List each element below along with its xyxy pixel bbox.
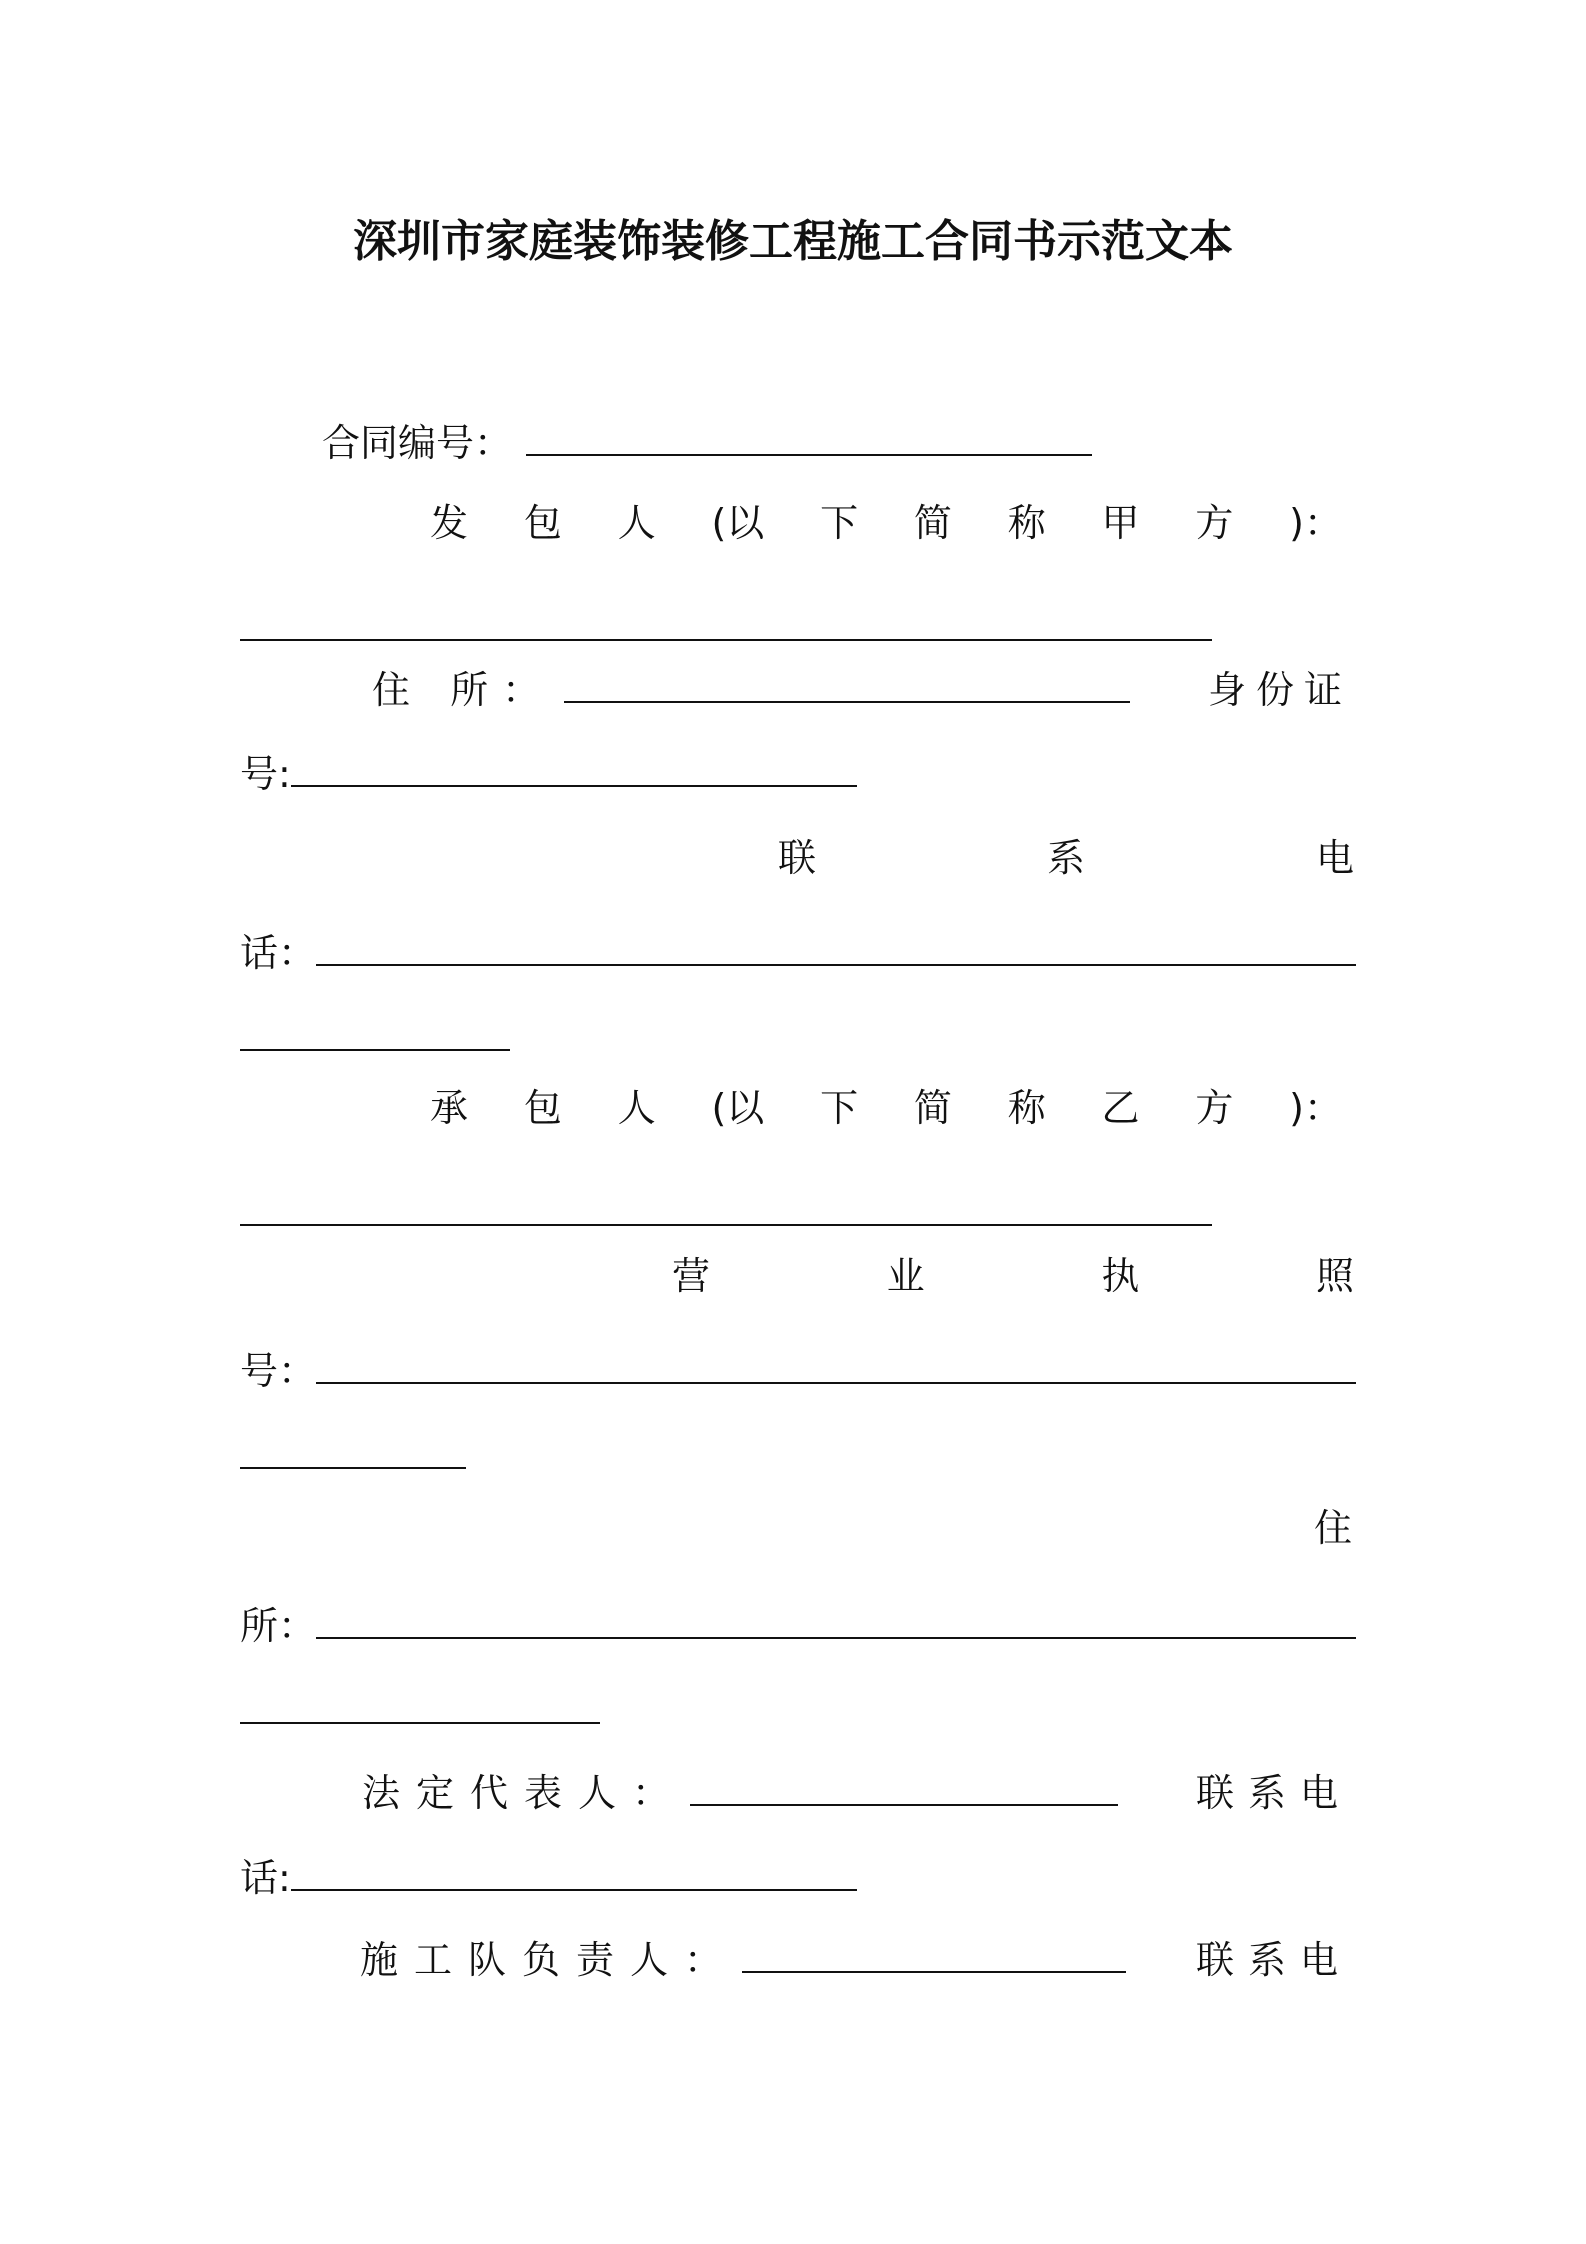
legal-rep-blank[interactable] [690,1768,1118,1806]
party-a-heading-char: 简 [913,501,952,545]
party-b-heading-char: 方 [1195,1086,1234,1130]
party-b-heading-char: 承 [430,1086,469,1130]
party-a-phone-blank[interactable] [316,928,1356,966]
party-a-address-line [240,662,1352,718]
party-b-license-line-2 [240,1428,1352,1484]
party-b-address-blank[interactable] [316,1601,1356,1639]
legal-rep-phone-label-cont: 话: [240,1856,291,1900]
contract-number-blank[interactable] [526,418,1092,456]
page-title: 深圳市家庭装饰装修工程施工合同书示范文本 [353,216,1233,267]
party-a-id-blank[interactable] [291,749,857,787]
party-a-heading-char: (以 [711,501,765,545]
party-b-address-label: 住 [1313,1506,1352,1550]
party-a-phone-heading [778,830,1354,886]
party-a-id-label-cont: 号: [240,752,291,796]
party-b-address-blank-2[interactable] [240,1686,600,1724]
party-b-address-line-2 [240,1683,1352,1739]
legal-rep-phone-blank[interactable] [291,1853,857,1891]
party-a-address-blank[interactable] [564,665,1130,703]
party-b-heading-char: 人 [617,1086,656,1130]
party-b-license-char: 营 [672,1254,711,1298]
party-b-license-blank-2[interactable] [240,1431,466,1469]
party-a-heading-char: 称 [1007,501,1046,545]
party-b-name-line [240,1185,1352,1241]
party-a-heading-char: )： [1289,501,1342,545]
party-b-address-label-cont: 所： [240,1604,317,1648]
party-b-heading-char: 称 [1007,1086,1046,1130]
party-a-phone-blank-2[interactable] [240,1013,510,1051]
party-a-phone-char: 联 [778,836,817,880]
party-a-name-line [240,600,1352,656]
party-a-id-line [240,746,1352,802]
party-a-phone-char: 电 [1315,836,1354,880]
party-b-heading-char: 简 [913,1086,952,1130]
party-b-heading-char: (以 [711,1086,765,1130]
party-a-phone-label-cont: 话： [240,931,317,975]
party-b-license-line [240,1343,1352,1399]
party-a-heading-char: 发 [430,501,469,545]
party-a-heading-char: 包 [523,501,562,545]
party-a-phone-line [240,925,1352,981]
team-leader-line [240,1932,1352,1988]
party-a-heading-char: 人 [617,501,656,545]
party-a-name-blank[interactable] [240,603,1212,641]
team-leader-blank[interactable] [742,1935,1126,1973]
party-a-id-label: 身份证 [1207,668,1352,712]
party-b-license-heading [672,1248,1354,1304]
party-b-license-label-cont: 号： [240,1349,317,1393]
party-b-address-line [240,1598,1352,1654]
legal-rep-line [240,1765,1352,1821]
contract-number-label: 合同编号： [322,421,513,465]
party-b-license-char: 业 [886,1254,925,1298]
party-a-heading [430,495,1342,551]
legal-rep-phone-label: 联系电 [1195,1771,1352,1815]
team-leader-phone-label: 联系电 [1195,1938,1352,1982]
party-b-license-char: 执 [1101,1254,1140,1298]
party-b-license-blank[interactable] [316,1346,1356,1384]
party-b-license-char: 照 [1315,1254,1354,1298]
team-leader-label: 施工队负责人： [360,1938,739,1982]
party-a-heading-char: 方 [1195,501,1234,545]
party-a-phone-char: 系 [1046,836,1085,880]
party-b-heading-char: 乙 [1101,1086,1140,1130]
party-a-phone-line-2 [240,1010,1352,1066]
party-a-heading-char: 下 [820,501,859,545]
party-b-heading-char: 下 [820,1086,859,1130]
party-b-heading-char: )： [1289,1086,1342,1130]
party-a-heading-char: 甲 [1101,501,1140,545]
legal-rep-phone-line [240,1850,1352,1906]
party-b-address-heading [240,1500,1352,1556]
legal-rep-label: 法定代表人： [362,1771,687,1815]
party-b-name-blank[interactable] [240,1188,1212,1226]
party-a-address-label: 住 所： [372,668,555,712]
party-b-heading-char: 包 [523,1086,562,1130]
party-b-heading [430,1080,1342,1136]
contract-number-line [322,415,1434,471]
